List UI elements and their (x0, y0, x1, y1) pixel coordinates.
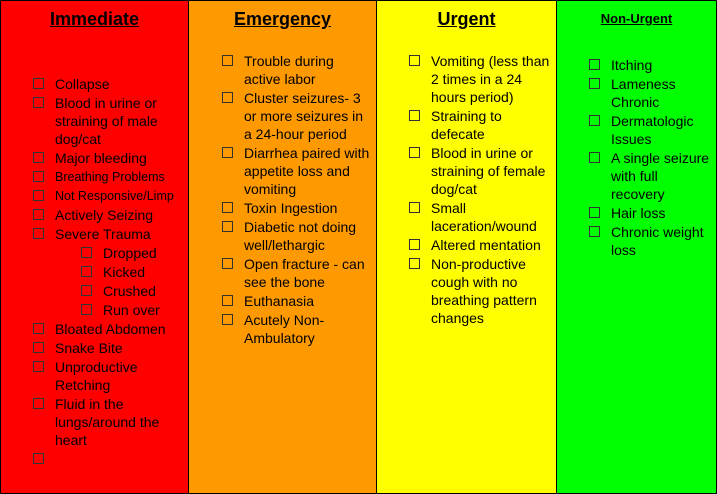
checkbox[interactable] (81, 304, 92, 315)
list-item[interactable] (589, 223, 710, 259)
checkbox[interactable] (409, 202, 420, 213)
item-label: Chronic weight loss (611, 224, 704, 258)
checkbox[interactable] (409, 110, 420, 121)
list-item[interactable] (33, 320, 180, 338)
emergency-list (189, 37, 376, 347)
sub-list-item[interactable] (81, 244, 180, 262)
item-label: Bloated Abdomen (55, 321, 166, 337)
item-label: Toxin Ingestion (244, 200, 338, 216)
item-label: Breathing Problems (55, 170, 165, 184)
item-label: Itching (611, 57, 653, 73)
column-title-non-urgent: Non-Urgent (600, 11, 673, 26)
item-label: Diarrhea paired with appetite loss and vomiting (244, 145, 370, 197)
column-urgent (377, 1, 557, 493)
item-label: Altered mentation (431, 237, 541, 253)
list-item[interactable] (33, 168, 180, 186)
checkbox[interactable] (589, 78, 600, 89)
column-title-urgent: Urgent (437, 9, 496, 29)
item-label: Small laceration/wound (431, 200, 537, 234)
checkbox[interactable] (222, 92, 233, 103)
checkbox[interactable] (81, 247, 92, 258)
immediate-list (1, 37, 188, 468)
item-label: Severe Trauma (55, 226, 151, 242)
checkbox[interactable] (33, 97, 44, 108)
checkbox[interactable] (33, 453, 44, 464)
column-title-emergency: Emergency (233, 9, 332, 29)
column-emergency (189, 1, 377, 493)
item-label: Non-productive cough with no breathing pattern changes (431, 256, 537, 326)
column-immediate (1, 1, 189, 493)
item-label: Snake Bite (55, 340, 123, 356)
item-label: Diabetic not doing well/lethargic (244, 219, 357, 253)
list-item[interactable] (222, 218, 370, 254)
item-label: Dropped (103, 245, 157, 261)
checkbox[interactable] (33, 171, 44, 182)
checkbox[interactable] (33, 209, 44, 220)
list-item[interactable] (33, 450, 180, 468)
item-label: Run over (103, 302, 160, 318)
checkbox[interactable] (409, 147, 420, 158)
item-label: Kicked (103, 264, 146, 280)
list-item[interactable] (222, 199, 370, 217)
item-label: Actively Seizing (55, 207, 154, 223)
list-item[interactable] (409, 199, 550, 235)
list-item[interactable] (33, 75, 180, 93)
checkbox[interactable] (222, 202, 233, 213)
list-item[interactable] (222, 311, 370, 347)
list-item[interactable] (222, 292, 370, 310)
item-label: Dermatologic Issues (611, 113, 694, 147)
list-item[interactable] (589, 112, 710, 148)
checkbox[interactable] (33, 342, 44, 353)
item-label: Lameness Chronic (611, 76, 676, 110)
list-item[interactable] (409, 236, 550, 254)
checkbox[interactable] (33, 398, 44, 409)
item-label: Acutely Non-Ambulatory (244, 312, 325, 346)
non-urgent-list (557, 37, 716, 259)
item-label: Major bleeding (55, 150, 147, 166)
checkbox[interactable] (81, 285, 92, 296)
list-item[interactable] (33, 94, 180, 148)
item-label: Vomiting (less than 2 times in a 24 hours period) (431, 53, 550, 105)
column-title-immediate: Immediate (49, 9, 140, 29)
list-item[interactable] (33, 225, 180, 243)
checkbox[interactable] (33, 190, 44, 201)
checkbox[interactable] (33, 228, 44, 239)
urgent-list (377, 37, 556, 327)
item-label: Unproductive Retching (55, 359, 138, 393)
item-label: Crushed (103, 283, 156, 299)
list-item[interactable] (589, 56, 710, 74)
list-item[interactable] (409, 255, 550, 327)
list-item[interactable] (33, 149, 180, 167)
list-item[interactable] (33, 395, 180, 449)
checkbox[interactable] (222, 295, 233, 306)
checkbox[interactable] (222, 258, 233, 269)
sub-list-item[interactable] (81, 263, 180, 281)
checkbox[interactable] (222, 55, 233, 66)
item-label: Collapse (55, 76, 110, 92)
checkbox[interactable] (589, 226, 600, 237)
checkbox[interactable] (589, 207, 600, 218)
checkbox[interactable] (589, 152, 600, 163)
item-label: Cluster seizures- 3 or more seizures in a 24-hour period (244, 90, 364, 142)
checkbox[interactable] (409, 55, 420, 66)
checkbox[interactable] (33, 78, 44, 89)
checkbox[interactable] (222, 314, 233, 325)
item-label: Straining to defecate (431, 108, 502, 142)
list-item[interactable] (409, 144, 550, 198)
list-item[interactable] (409, 52, 550, 106)
list-item[interactable] (33, 339, 180, 357)
sub-list-item[interactable] (81, 301, 180, 319)
item-label: Euthanasia (244, 293, 315, 309)
checkbox[interactable] (409, 258, 420, 269)
list-item[interactable] (33, 187, 180, 205)
item-label: Open fracture - can see the bone (244, 256, 365, 290)
item-label: Hair loss (611, 205, 666, 221)
list-item[interactable] (222, 89, 370, 143)
item-label: Not Responsive/Limp (55, 189, 174, 203)
item-label: Trouble during active labor (244, 53, 334, 87)
checkbox[interactable] (81, 266, 92, 277)
checkbox[interactable] (33, 323, 44, 334)
list-item[interactable] (33, 206, 180, 224)
item-label: Fluid in the lungs/around the heart (55, 396, 160, 448)
checkbox[interactable] (409, 239, 420, 250)
list-item[interactable] (409, 107, 550, 143)
list-item[interactable] (222, 52, 370, 88)
list-item[interactable] (589, 204, 710, 222)
list-item[interactable] (589, 149, 710, 203)
list-item[interactable] (222, 144, 370, 198)
checkbox[interactable] (33, 361, 44, 372)
checkbox[interactable] (33, 152, 44, 163)
item-label: Blood in urine or straining of female dog/cat (431, 145, 546, 197)
list-item[interactable] (33, 358, 180, 394)
sub-list-item[interactable] (81, 282, 180, 300)
column-non-urgent (557, 1, 716, 493)
item-label: A single seizure with full recovery (611, 150, 710, 202)
checkbox[interactable] (589, 59, 600, 70)
checkbox[interactable] (222, 221, 233, 232)
list-item[interactable] (222, 255, 370, 291)
list-item[interactable] (589, 75, 710, 111)
checkbox[interactable] (222, 147, 233, 158)
item-label: Blood in urine or straining of male dog/cat (55, 95, 158, 147)
checkbox[interactable] (589, 115, 600, 126)
